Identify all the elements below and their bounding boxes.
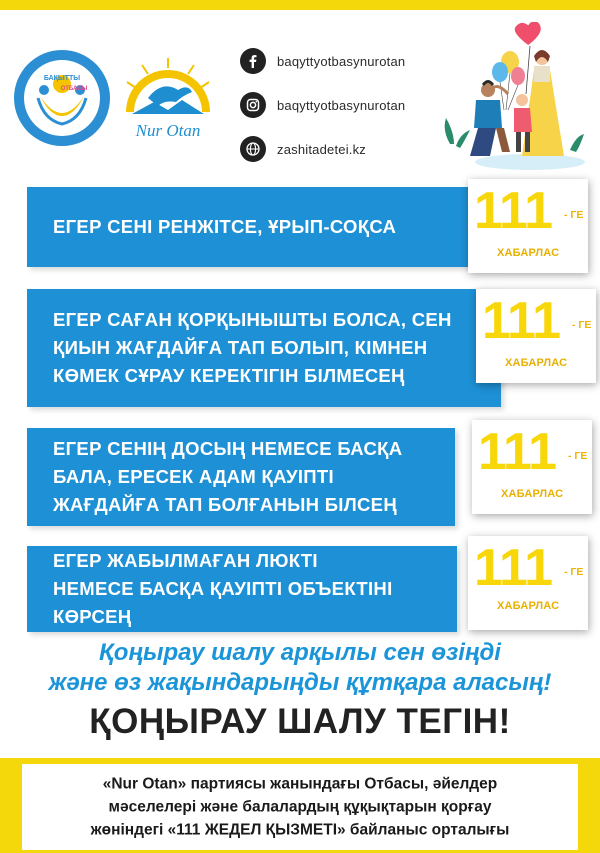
footer-line-2: мәселелері және балалардың құқықтарын қорғау <box>108 798 492 816</box>
message-band-4 <box>27 546 457 632</box>
hotline-suffix: - ГЕ <box>564 209 584 221</box>
hotline-badge-2[interactable] <box>476 289 596 383</box>
instagram-handle[interactable]: baqyttyotbasynurotan <box>277 97 406 113</box>
logo-ring-text <box>14 50 110 146</box>
footer <box>0 758 600 853</box>
hotline-number: 111 <box>474 539 553 597</box>
hotline-badge-1[interactable] <box>468 179 588 273</box>
family-with-balloons-icon <box>430 22 595 174</box>
instagram-icon <box>240 92 266 118</box>
hotline-suffix: - ГЕ <box>572 319 592 331</box>
family-illustration <box>430 22 595 174</box>
hotline-label: ХАБАРЛАС <box>501 488 564 500</box>
hotline-number: 111 <box>482 292 561 350</box>
nur-otan-wordmark: Nur Otan <box>135 121 201 140</box>
logo-text-top: БАҚЫТТЫ <box>43 75 81 82</box>
header <box>0 10 600 180</box>
hotline-label: ХАБАРЛАС <box>497 600 560 612</box>
footer-line-1: «Nur Otan» партиясы жанындағы Отбасы, әйелдер <box>102 775 498 793</box>
message-text-4: ЕГЕР ЖАБЫЛМАҒАН ЛЮКТІ НЕМЕСЕ БАСҚА ҚАУІПТІ ОБЪЕКТІНІ КӨРСЕҢ <box>53 550 393 627</box>
social-instagram[interactable] <box>240 87 460 123</box>
callout-text <box>0 638 600 698</box>
message-band-2 <box>27 289 501 407</box>
hotline-number: 111 <box>478 423 557 481</box>
hotline-suffix: - ГЕ <box>568 450 588 462</box>
free-call-heading: ҚОҢЫРАУ ШАЛУ ТЕГІН! <box>89 702 511 741</box>
hotline-badge-3[interactable] <box>472 420 592 514</box>
hotline-suffix: - ГЕ <box>564 566 584 578</box>
hotline-badge-4[interactable] <box>468 536 588 630</box>
message-text-1: ЕГЕР СЕНІ РЕНЖІТСЕ, ҰРЫП-СОҚСА <box>53 216 397 237</box>
footer-line-3: жөніндегі «111 ЖЕДЕЛ ҚЫЗМЕТІ» байланыс орталығы <box>90 821 510 839</box>
message-text-3: ЕГЕР СЕНІҢ ДОСЫҢ НЕМЕСЕ БАСҚА БАЛА, ЕРЕСЕК АДАМ ҚАУІПТІ ЖАҒДАЙҒА ТАП БОЛҒАНЫН БІЛСЕҢ <box>53 438 403 515</box>
message-band-1 <box>27 187 501 267</box>
facebook-handle[interactable]: baqyttyotbasynurotan <box>277 53 406 69</box>
baqytty-otbasy-logo <box>14 50 110 146</box>
hotline-number: 111 <box>474 182 553 240</box>
social-facebook[interactable] <box>240 43 460 79</box>
nur-otan-logo <box>118 50 218 146</box>
callout-line-2: және өз жақындарыңды құтқара аласың! <box>48 669 552 696</box>
footer-box <box>22 764 578 850</box>
website-url[interactable]: zashitadetei.kz <box>277 141 366 157</box>
nur-otan-emblem-icon <box>118 50 218 146</box>
hotline-label: ХАБАРЛАС <box>505 357 568 369</box>
footer-text <box>22 773 578 842</box>
hotline-label: ХАБАРЛАС <box>497 247 560 259</box>
callout-line-1: Қоңырау шалу арқылы сен өзіңді <box>99 639 501 666</box>
facebook-icon <box>240 48 266 74</box>
message-text-2: ЕГЕР САҒАН ҚОРҚЫНЫШТЫ БОЛСА, СЕН ҚИЫН ЖАҒДАЙҒА ТАП БОЛЫП, КІМНЕН КӨМЕК СҰРАУ КЕРЕКТІГІН БІЛМЕСЕҢ <box>53 309 452 386</box>
social-links <box>240 43 460 175</box>
globe-icon <box>240 136 266 162</box>
logo-text-mid: ОТБАСЫ <box>60 86 88 92</box>
social-website[interactable] <box>240 131 460 167</box>
message-band-3 <box>27 428 455 526</box>
top-yellow-stripe <box>0 0 600 10</box>
